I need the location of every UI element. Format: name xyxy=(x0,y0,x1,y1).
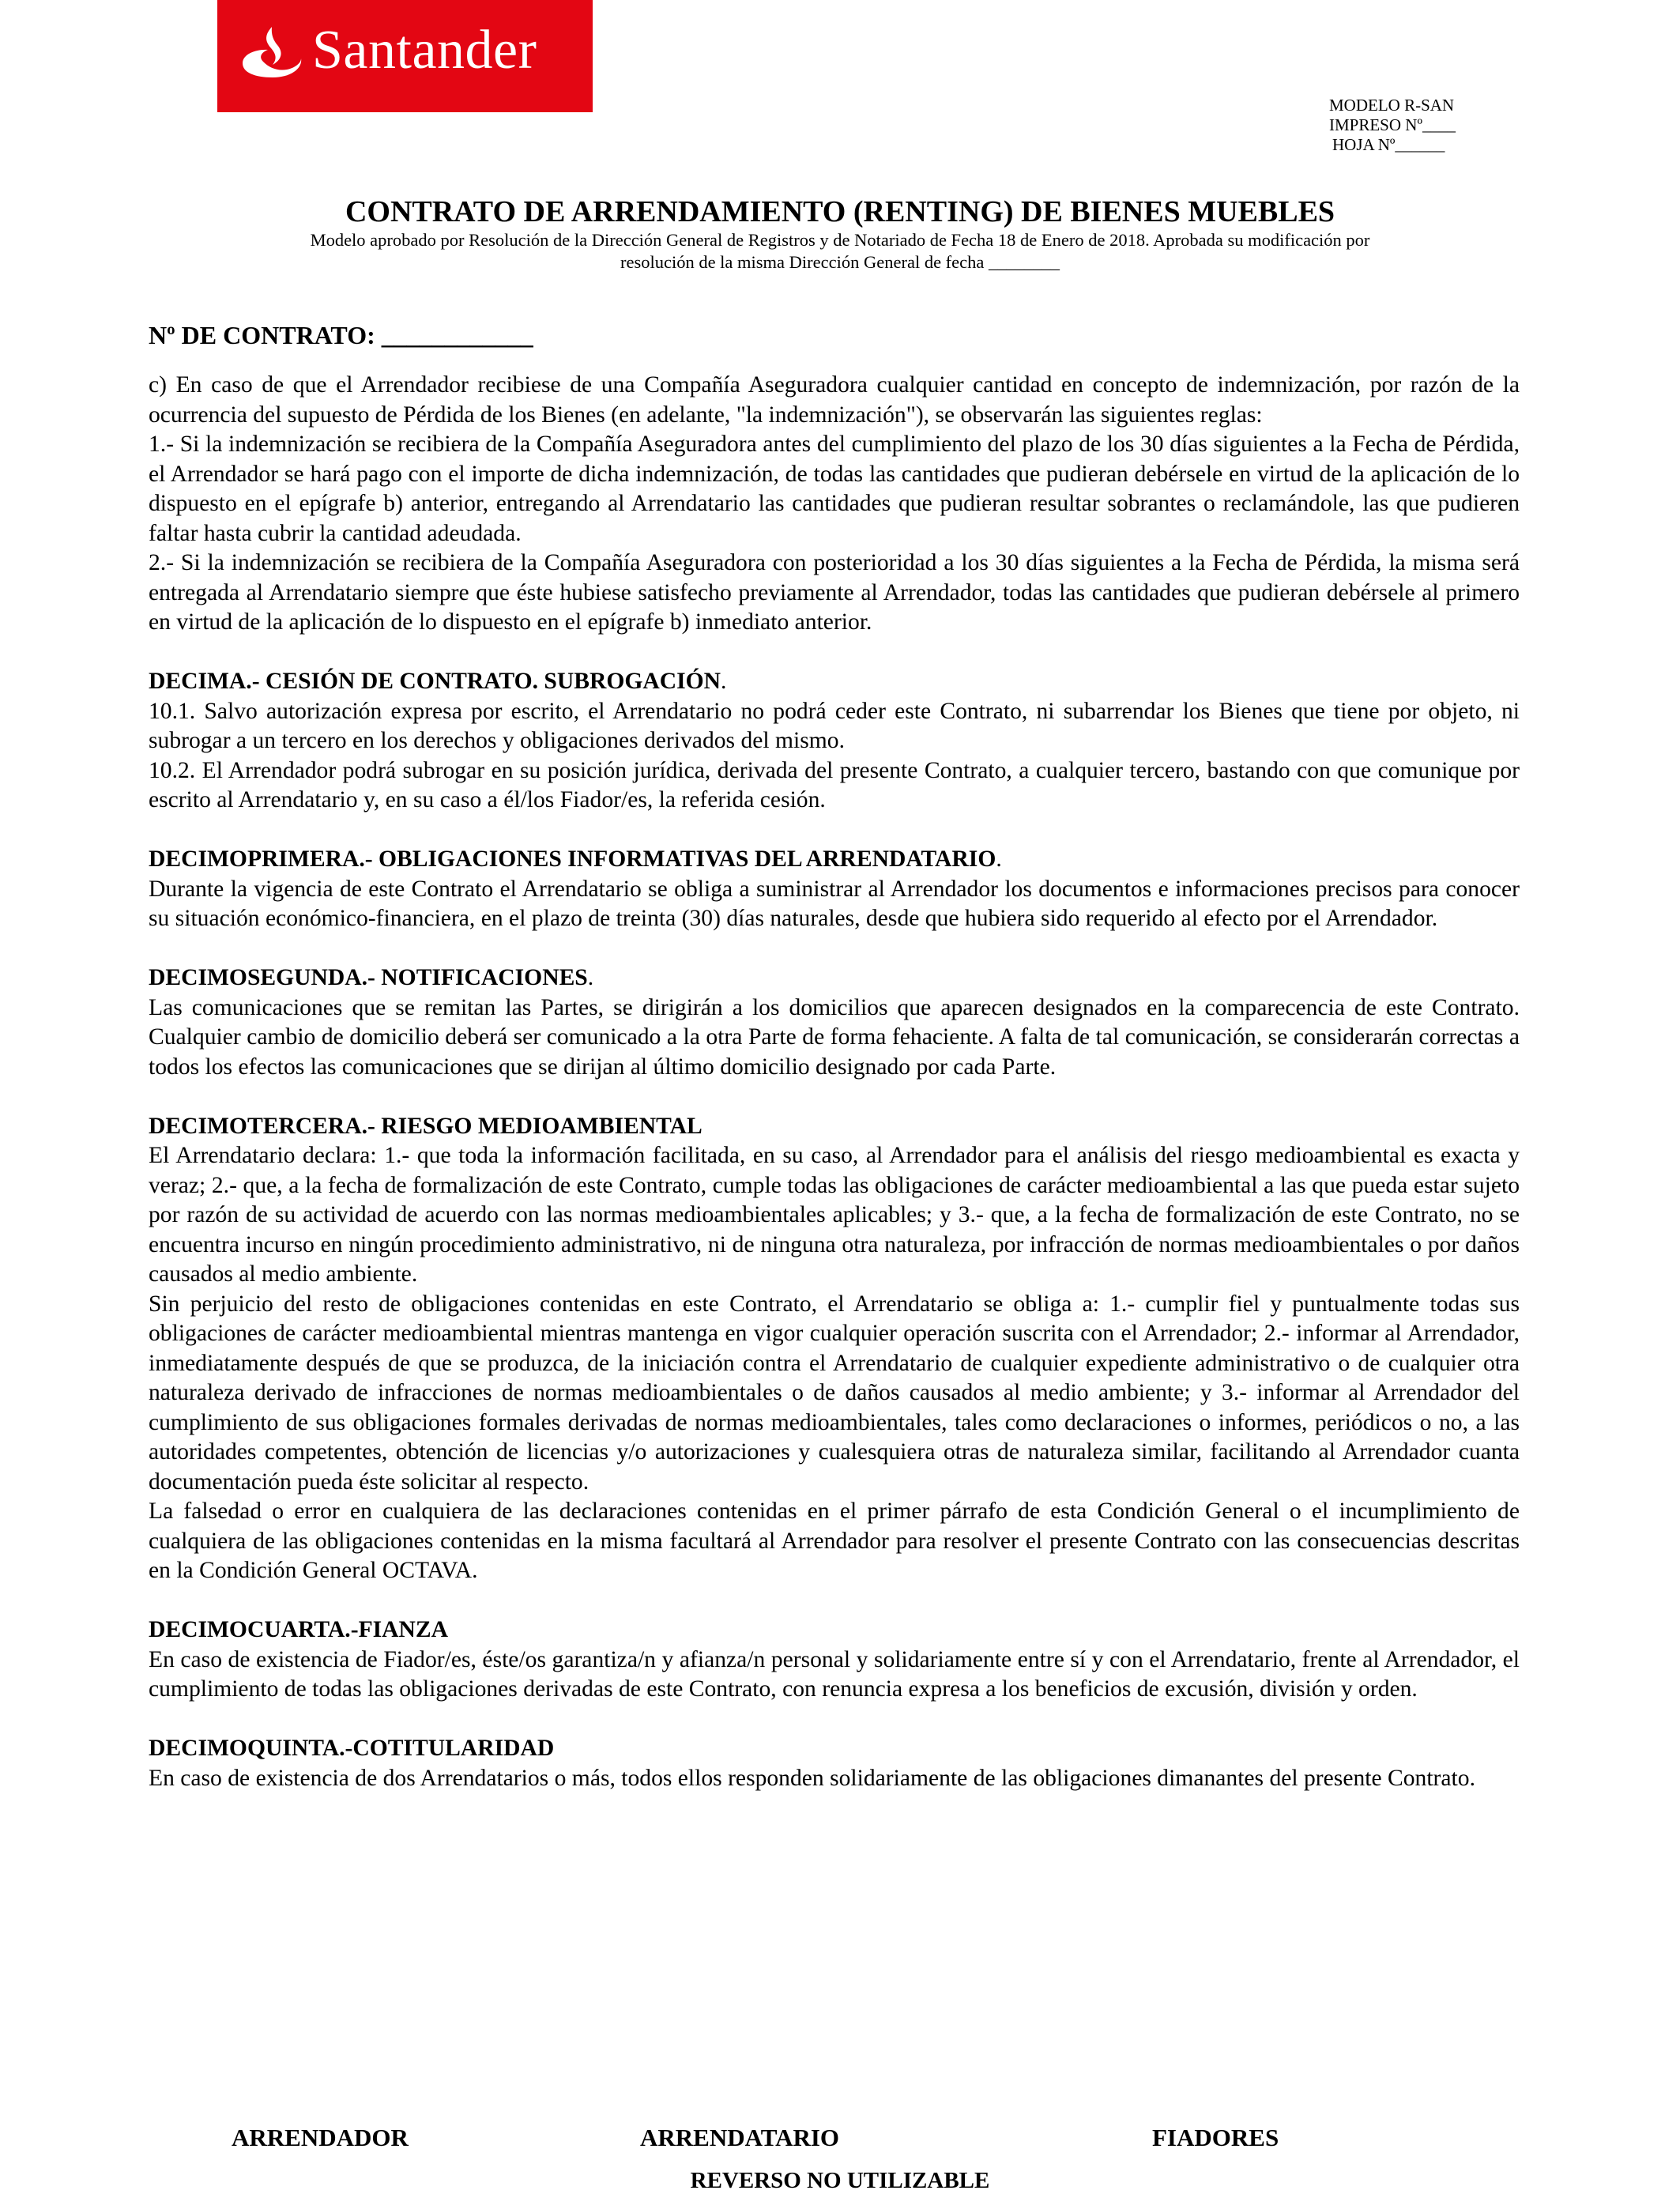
section-heading-decimoprimera: DECIMOPRIMERA.- OBLIGACIONES INFORMATIVAS DEL ARRENDATARIO. xyxy=(149,846,1002,872)
rule-2: 2.- Si la indemnización se recibiera de la Compañía Aseguradora con posterioridad a los 30 días siguientes a la Fecha de Pérdida, la misma será entregada al Arrendatario siempre que éste hubiese satisfecho previamente al Arrendador, todas las cantidades que pudieran debérsele al primero en virtud de la aplicación de lo dispuesto en el epígrafe b) inmediato anterior. xyxy=(149,550,1520,635)
contract-number: Nº DE CONTRATO: ____________ xyxy=(149,321,533,349)
section-decima-p2: 10.2. El Arrendador podrá subrogar en su posición jurídica, derivada del presente Contrato, a cualquier tercero, bastando con que comunique por escrito al Arrendatario y, en su caso a él/los Fiador/es, la referida cesión. xyxy=(149,757,1520,812)
section-heading-decima: DECIMA.- CESIÓN DE CONTRATO. SUBROGACIÓN. xyxy=(149,669,727,694)
hoja-number: HOJA Nº______ xyxy=(1332,135,1445,154)
signature-arrendador: ARRENDADOR xyxy=(232,2124,409,2151)
form-info xyxy=(1329,96,1456,155)
document-title: CONTRATO DE ARRENDAMIENTO (RENTING) DE BIENES MUEBLES xyxy=(345,195,1335,228)
section-heading-decimosegunda: DECIMOSEGUNDA.- NOTIFICACIONES. xyxy=(149,965,594,990)
section-decimosegunda-p1: Las comunicaciones que se remitan las Partes, se dirigirán a los domicilios que aparecen designados en la comparecencia de este Contrato. Cualquier cambio de domicilio deberá ser comunicado a la otra Parte de forma fehaciente. A falta de tal comunicación, se considerarán correctas a todos los efectos las comunicaciones que se dirijan al último domicilio designado por cada Parte. xyxy=(149,994,1520,1080)
signature-fiadores: FIADORES xyxy=(1152,2124,1279,2151)
subtitle-line-2: resolución de la misma Dirección General de fecha ________ xyxy=(620,252,1060,272)
document-subtitle xyxy=(158,229,1522,273)
contract-body xyxy=(149,371,1520,1793)
model-code: MODELO R-SAN xyxy=(1329,96,1455,115)
santander-logo xyxy=(217,0,593,112)
logo-text: Santander xyxy=(312,20,537,81)
section-heading-decimocuarta: DECIMOCUARTA.-FIANZA xyxy=(149,1617,449,1642)
subtitle-line-1: Modelo aprobado por Resolución de la Dirección General de Registros y de Notariado de Fecha 18 de Enero de 2018. Aprobada su modificación por xyxy=(310,230,1370,250)
impreso-number: IMPRESO Nº____ xyxy=(1329,115,1456,134)
section-decimotercera-p3: La falsedad o error en cualquiera de las declaraciones contenidas en el primer párrafo de esta Condición General o el incumplimiento de cualquiera de las obligaciones contenidas en la misma facultará al Arrendador para resolver el presente Contrato con las consecuencias descritas en la Condición General OCTAVA. xyxy=(149,1498,1520,1583)
clause-c: c) En caso de que el Arrendador recibiese de una Compañía Aseguradora cualquier cantidad en concepto de indemnización, por razón de la ocurrencia del supuesto de Pérdida de los Bienes (en adelante, "la indemnización"), se observarán las siguientes reglas: xyxy=(149,372,1520,428)
section-decimotercera-p2: Sin perjuicio del resto de obligaciones contenidas en este Contrato, el Arrendatario se obliga a: 1.- cumplir fiel y puntualmente todas sus obligaciones de carácter medioambiental mientras mantenga en vigor cualquier operación suscrita con el Arrendador; 2.- informar al Arrendador, inmediatamente después de que se produzca, de la iniciación contra el Arrendatario de cualquier expediente administrativo o de cualquier otra naturaleza derivado de infracciones de normas medioambientales o de daños causados al medio ambiente; y 3.- informar al Arrendador del cumplimiento de sus obligaciones formales derivadas de normas medioambientales, tales como declaraciones o informes, periódicos o no, a las autoridades competentes, obtención de licencias y/o autorizaciones y cualesquiera otras de naturaleza similar, facilitando al Arrendador cuanta documentación pueda éste solicitar al respecto. xyxy=(149,1291,1520,1495)
section-heading-decimotercera: DECIMOTERCERA.- RIESGO MEDIOAMBIENTAL xyxy=(149,1113,703,1139)
section-heading-decimoquinta: DECIMOQUINTA.-COTITULARIDAD xyxy=(149,1736,555,1761)
flame-icon xyxy=(239,24,304,81)
signature-arrendatario: ARRENDATARIO xyxy=(640,2124,840,2151)
section-decimocuarta-p1: En caso de existencia de Fiador/es, éste/os garantiza/n y afianza/n personal y solidariamente entre sí y con el Arrendatario, frente al Arrendador, el cumplimiento de todas las obligaciones derivadas de este Contrato, con renuncia expresa a los beneficios de excusión, división y orden. xyxy=(149,1646,1520,1702)
section-decimoquinta-p1: En caso de existencia de dos Arrendatarios o más, todos ellos responden solidariamente de las obligaciones dimanantes del presente Contrato. xyxy=(149,1765,1475,1791)
section-decimoprimera-p1: Durante la vigencia de este Contrato el Arrendatario se obliga a suministrar al Arrendador los documentos e informaciones precisos para conocer su situación económico-financiera, en el plazo de treinta (30) días naturales, desde que hubiera sido requerido al efecto por el Arrendador. xyxy=(149,876,1520,931)
section-decimotercera-p1: El Arrendatario declara: 1.- que toda la información facilitada, en su caso, al Arrendador para el análisis del riesgo medioambiental es exacta y veraz; 2.- que, a la fecha de formalización de este Contrato, cumple todas las obligaciones de carácter medioambiental a las que pueda estar sujeto por razón de su actividad de acuerdo con las normas medioambientales aplicables; y 3.- que, a la fecha de formalización de este Contrato, no se encuentra incurso en ningún procedimiento administrativo, ni de ninguna otra naturaleza, por infracción de normas medioambientales o por daños causados al medio ambiente. xyxy=(149,1143,1520,1287)
footer-note: REVERSO NO UTILIZABLE xyxy=(690,2168,990,2193)
rule-1: 1.- Si la indemnización se recibiera de la Compañía Aseguradora antes del cumplimiento del plazo de los 30 días siguientes a la Fecha de Pérdida, el Arrendador se hará pago con el importe de dicha indemnización, de todas las cantidades que pudieran debérsele en virtud de la aplicación de lo dispuesto en el epígrafe b) anterior, entregando al Arrendatario las cantidades que pudieran resultar sobrantes o reclamándole, las que pudieren faltar hasta cubrir la cantidad adeudada. xyxy=(149,432,1520,546)
section-decima-p1: 10.1. Salvo autorización expresa por escrito, el Arrendatario no podrá ceder este Contrato, ni subarrendar los Bienes que tiene por objeto, ni subrogar a un tercero en los derechos y obligaciones derivados del mismo. xyxy=(149,698,1520,753)
